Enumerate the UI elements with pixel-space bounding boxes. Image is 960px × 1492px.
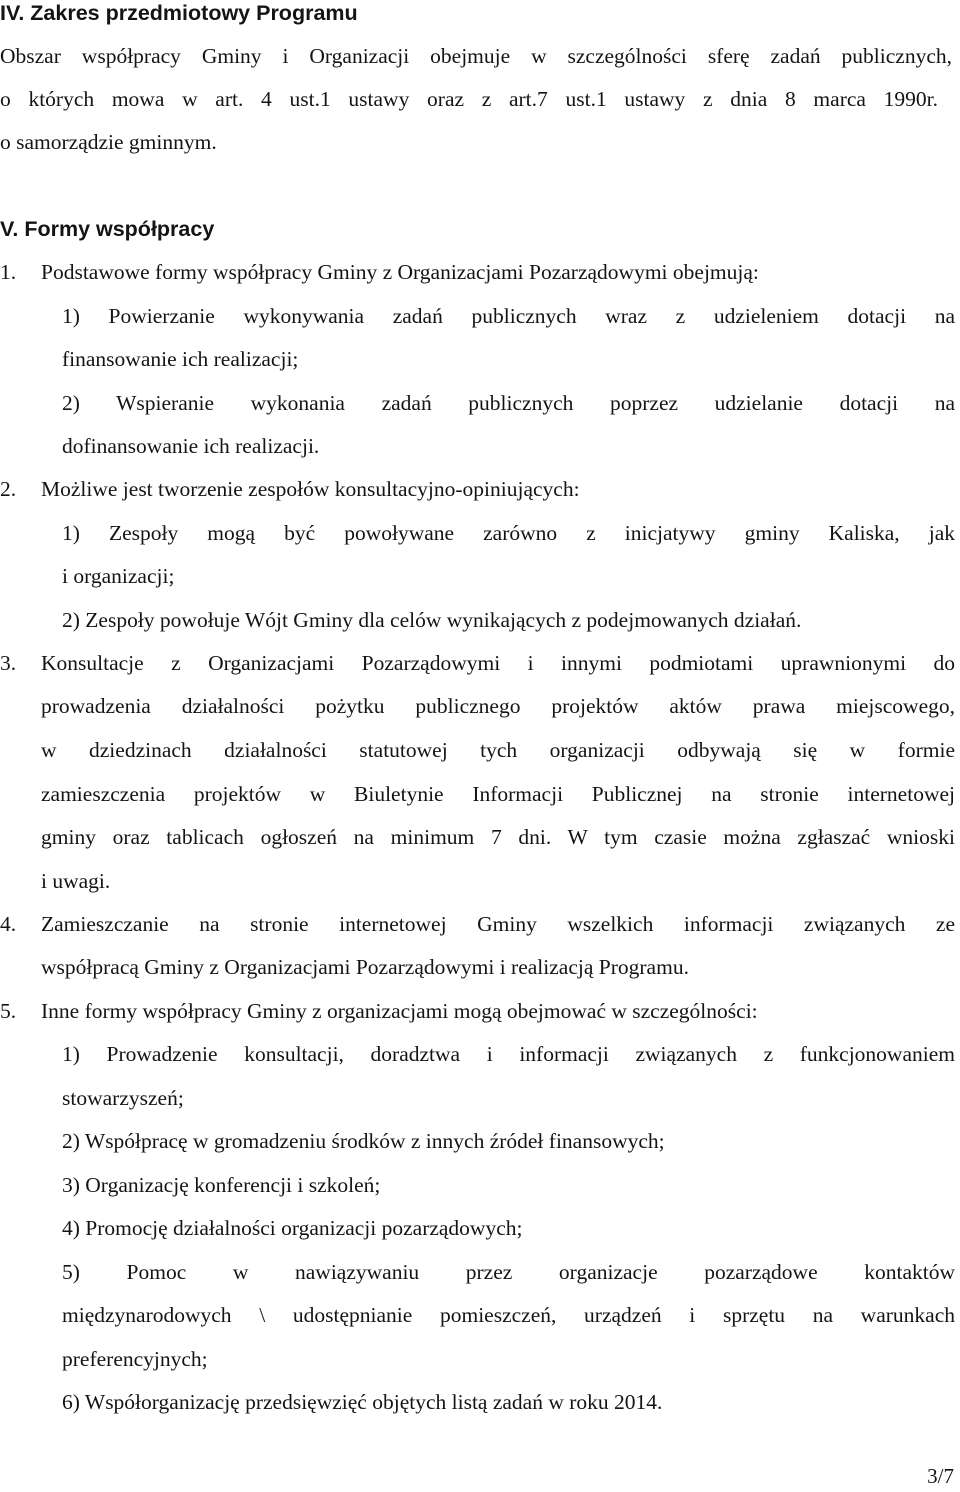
paragraph-line: o samorządzie gminnym.	[0, 130, 217, 154]
sub-item-line: 1) Prowadzenie konsultacji, doradztwa i informacji związanych z funkcjonowaniem	[62, 1042, 955, 1066]
sub-item-line: finansowanie ich realizacji;	[62, 347, 299, 371]
item-text-line: współpracą Gminy z Organizacjami Pozarządowymi i realizacją Programu.	[41, 955, 689, 979]
page-number: 3/7	[927, 1464, 954, 1488]
item-text-line: prowadzenia działalności pożytku publicznego projektów aktów prawa miejscowego,	[41, 694, 955, 718]
item-text: Inne formy współpracy Gminy z organizacjami mogą obejmować w szczególności:	[41, 999, 758, 1023]
section-heading-v: V. Formy współpracy	[0, 217, 215, 241]
sub-item-line: stowarzyszeń;	[62, 1086, 184, 1110]
item-text-line: Konsultacje z Organizacjami Pozarządowymi i innymi podmiotami uprawnionymi do	[41, 651, 955, 675]
item-text-line: i uwagi.	[41, 869, 111, 893]
item-number: 2.	[0, 477, 17, 501]
sub-item-line: 2) Zespoły powołuje Wójt Gminy dla celów wynikających z podejmowanych działań.	[62, 608, 802, 632]
sub-item-line: i organizacji;	[62, 564, 175, 588]
sub-item-line: 5) Pomoc w nawiązywaniu przez organizacje pozarządowe kontaktów	[62, 1260, 955, 1284]
item-text: Podstawowe formy współpracy Gminy z Organizacjami Pozarządowymi obejmują:	[41, 260, 759, 284]
sub-item-line: 3) Organizację konferencji i szkoleń;	[62, 1173, 381, 1197]
item-text: Możliwe jest tworzenie zespołów konsultacyjno-opiniujących:	[41, 477, 580, 501]
sub-item-line: międzynarodowych \ udostępnianie pomieszczeń, urządzeń i sprzętu na warunkach	[62, 1303, 955, 1327]
section-heading-iv: IV. Zakres przedmiotowy Programu	[0, 1, 358, 25]
item-text-line: zamieszczenia projektów w Biuletynie Informacji Publicznej na stronie internetowej	[41, 782, 955, 806]
sub-item-line: preferencyjnych;	[62, 1347, 208, 1371]
item-text-line: gminy oraz tablicach ogłoszeń na minimum 7 dni. W tym czasie można zgłaszać wnioski	[41, 825, 955, 849]
sub-item-line: 6) Współorganizację przedsięwzięć objętych listą zadań w roku 2014.	[62, 1390, 663, 1414]
item-text-line: w dziedzinach działalności statutowej tych organizacji odbywają się w formie	[41, 738, 955, 762]
item-text-line: Zamieszczanie na stronie internetowej Gminy wszelkich informacji związanych ze	[41, 912, 955, 936]
sub-item-line: dofinansowanie ich realizacji.	[62, 434, 320, 458]
item-number: 1.	[0, 260, 17, 284]
paragraph-line: o których mowa w art. 4 ust.1 ustawy oraz z art.7 ust.1 ustawy z dnia 8 marca 1990r.	[0, 87, 938, 111]
item-number: 4.	[0, 912, 17, 936]
sub-item-line: 2) Wspieranie wykonania zadań publicznych poprzez udzielanie dotacji na	[62, 391, 955, 415]
sub-item-line: 1) Zespoły mogą być powoływane zarówno z inicjatywy gminy Kaliska, jak	[62, 521, 955, 545]
item-number: 5.	[0, 999, 17, 1023]
item-number: 3.	[0, 651, 17, 675]
sub-item-line: 2) Współpracę w gromadzeniu środków z innych źródeł finansowych;	[62, 1129, 665, 1153]
sub-item-line: 4) Promocję działalności organizacji pozarządowych;	[62, 1216, 523, 1240]
paragraph-line: Obszar współpracy Gminy i Organizacji obejmuje w szczególności sferę zadań publicznych,	[0, 44, 952, 68]
sub-item-line: 1) Powierzanie wykonywania zadań publicznych wraz z udzieleniem dotacji na	[62, 304, 955, 328]
